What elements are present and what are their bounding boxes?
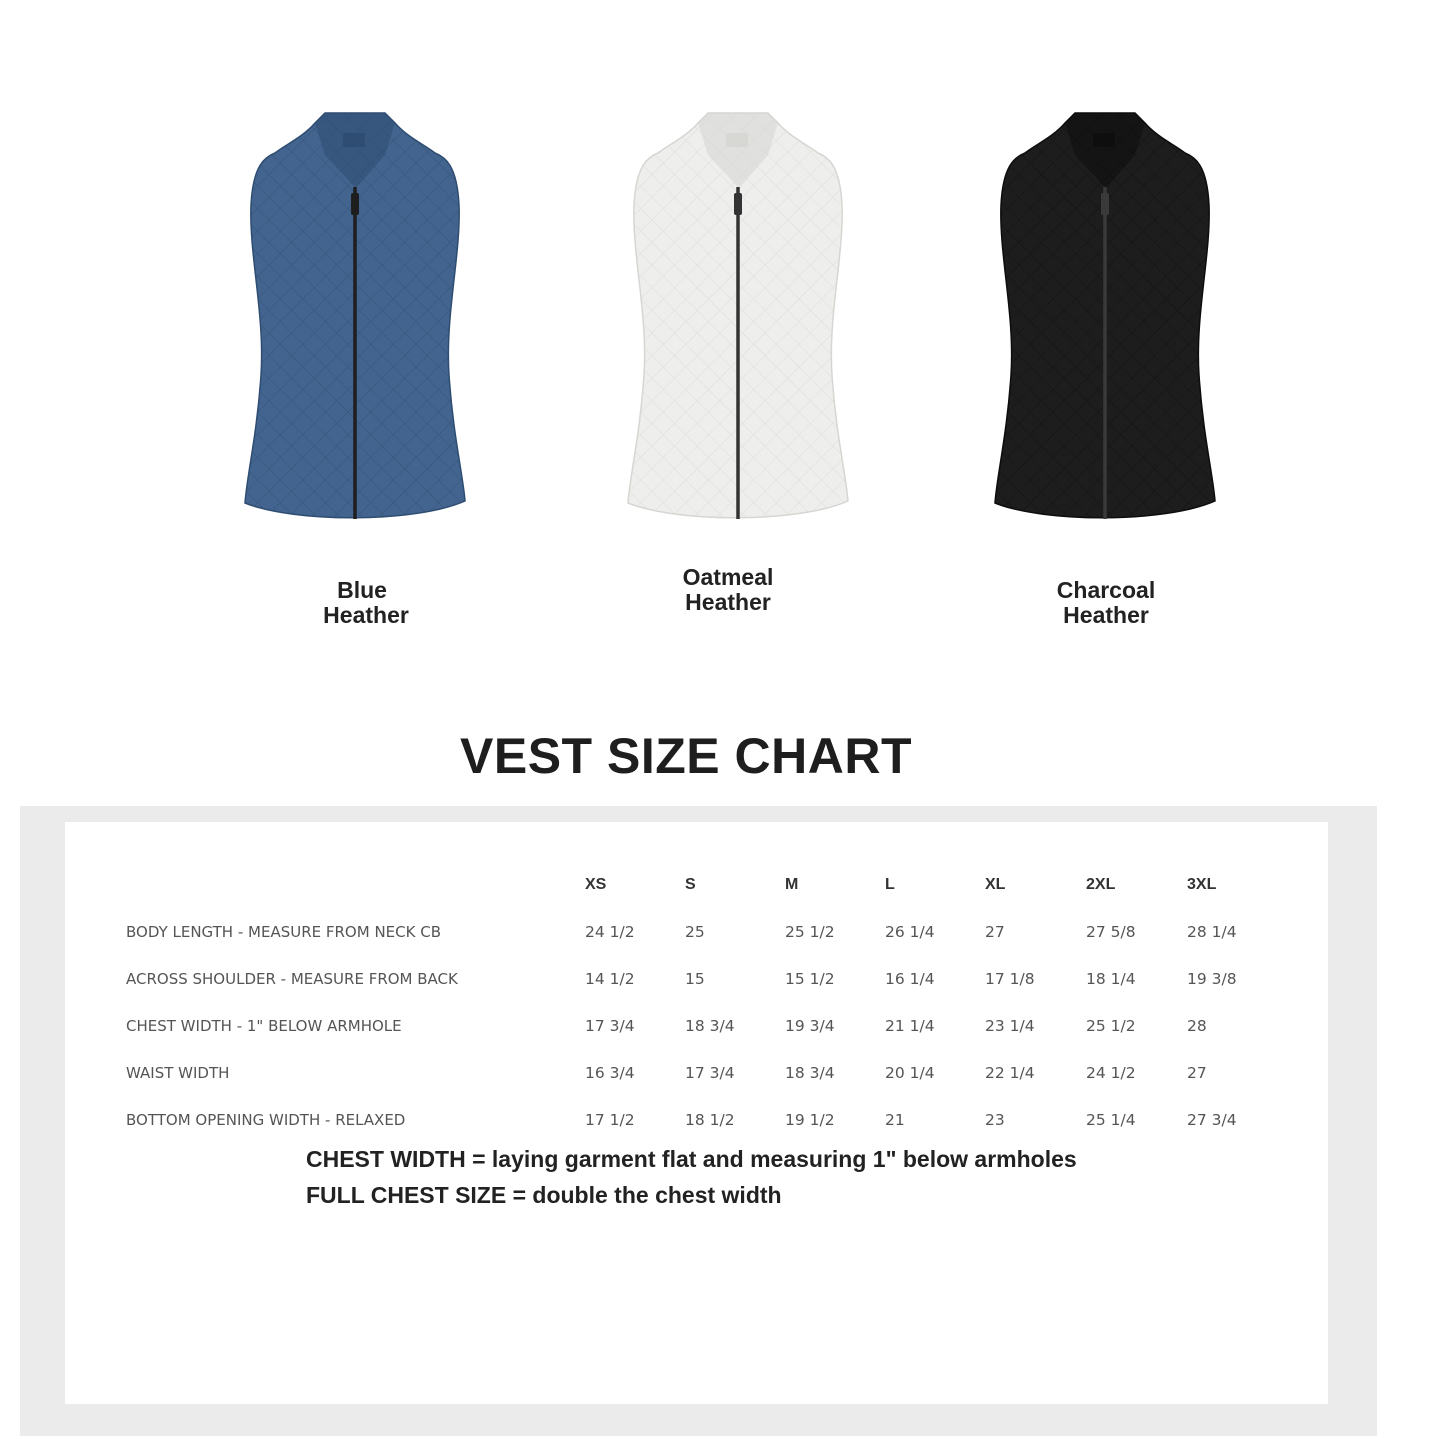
row-label-waist-width: WAIST WIDTH [126, 1064, 230, 1082]
table-cell: 15 [685, 970, 705, 988]
full-chest-note: FULL CHEST SIZE = double the chest width [306, 1182, 782, 1208]
size-chart-title: VEST SIZE CHART [460, 728, 912, 784]
table-cell: 16 3/4 [585, 1064, 635, 1082]
table-cell: 20 1/4 [885, 1064, 935, 1082]
row-label-bottom-opening: BOTTOM OPENING WIDTH - RELAXED [126, 1111, 406, 1129]
table-cell: 25 1/4 [1086, 1111, 1136, 1129]
product-label-charcoal-heather [986, 578, 1226, 628]
table-cell: 27 5/8 [1086, 923, 1136, 941]
vest-illustration [985, 95, 1225, 535]
vest-image-blue-heather [235, 95, 475, 535]
table-cell: 16 1/4 [885, 970, 935, 988]
size-header-2xl: 2XL [1086, 876, 1116, 893]
table-cell: 17 1/8 [985, 970, 1035, 988]
row-label-body-length: BODY LENGTH - MEASURE FROM NECK CB [126, 923, 441, 941]
zipper-pull [351, 193, 359, 215]
size-header-s: S [685, 876, 696, 893]
vest-illustration [235, 95, 475, 535]
product-label-line1: Blue [337, 577, 387, 603]
size-header-l: L [885, 876, 895, 893]
table-cell: 27 3/4 [1187, 1111, 1237, 1129]
table-cell: 27 [1187, 1064, 1207, 1082]
size-header-m: M [785, 876, 799, 893]
table-cell: 23 1/4 [985, 1017, 1035, 1035]
table-cell: 18 3/4 [685, 1017, 735, 1035]
vest-image-charcoal-heather [985, 95, 1225, 535]
vest-illustration [618, 95, 858, 535]
vest-image-oatmeal-heather [618, 95, 858, 535]
table-cell: 21 [885, 1111, 905, 1129]
table-cell: 23 [985, 1111, 1005, 1129]
brand-tag [1093, 133, 1115, 147]
table-cell: 19 1/2 [785, 1111, 835, 1129]
product-label-line2: Heather [323, 602, 409, 628]
table-cell: 15 1/2 [785, 970, 835, 988]
table-cell: 22 1/4 [985, 1064, 1035, 1082]
product-label-line2: Heather [685, 589, 771, 615]
table-cell: 17 3/4 [685, 1064, 735, 1082]
table-cell: 19 3/4 [785, 1017, 835, 1035]
table-cell: 25 1/2 [1086, 1017, 1136, 1035]
table-cell: 28 1/4 [1187, 923, 1237, 941]
table-cell: 17 3/4 [585, 1017, 635, 1035]
table-cell: 25 [685, 923, 705, 941]
zipper-pull [734, 193, 742, 215]
table-cell: 28 [1187, 1017, 1207, 1035]
zipper-pull [1101, 193, 1109, 215]
brand-tag [726, 133, 748, 147]
table-cell: 24 1/2 [1086, 1064, 1136, 1082]
chest-width-note: CHEST WIDTH = laying garment flat and measuring 1" below armholes [306, 1146, 1077, 1172]
size-header-xl: XL [985, 876, 1006, 893]
table-cell: 26 1/4 [885, 923, 935, 941]
table-cell: 18 3/4 [785, 1064, 835, 1082]
size-header-xs: XS [585, 876, 607, 893]
table-cell: 18 1/4 [1086, 970, 1136, 988]
table-cell: 27 [985, 923, 1005, 941]
table-cell: 17 1/2 [585, 1111, 635, 1129]
table-cell: 24 1/2 [585, 923, 635, 941]
table-cell: 19 3/8 [1187, 970, 1237, 988]
size-header-3xl: 3XL [1187, 876, 1217, 893]
table-cell: 21 1/4 [885, 1017, 935, 1035]
row-label-across-shoulder: ACROSS SHOULDER - MEASURE FROM BACK [126, 970, 458, 988]
table-cell: 14 1/2 [585, 970, 635, 988]
product-label-line1: Oatmeal [682, 564, 774, 590]
brand-tag [343, 133, 365, 147]
product-label-oatmeal-heather [608, 565, 848, 615]
product-label-blue-heather [242, 578, 482, 628]
product-label-line2: Heather [1063, 602, 1149, 628]
table-cell: 25 1/2 [785, 923, 835, 941]
row-label-chest-width: CHEST WIDTH - 1" BELOW ARMHOLE [126, 1017, 402, 1035]
table-cell: 18 1/2 [685, 1111, 735, 1129]
product-label-line1: Charcoal [1056, 577, 1156, 603]
